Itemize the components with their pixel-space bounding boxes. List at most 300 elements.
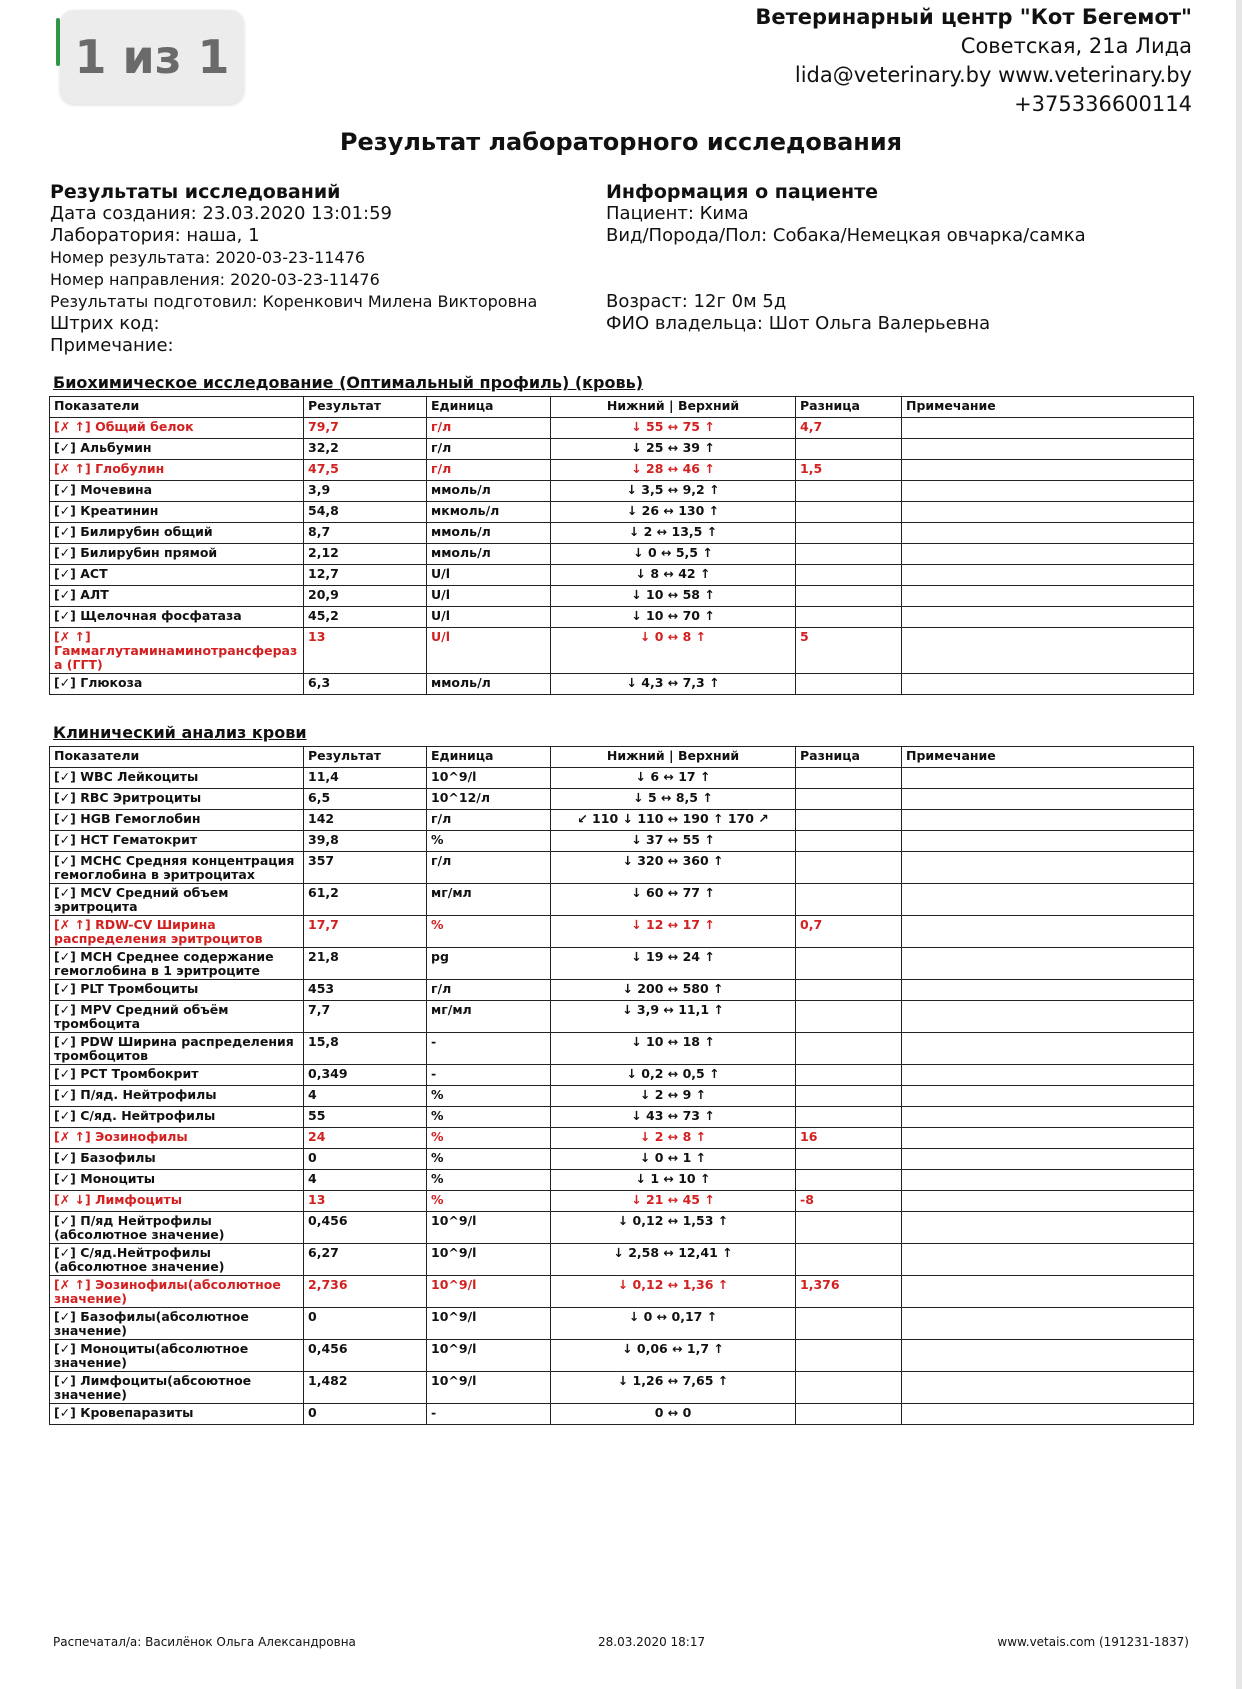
indicator-name: [✓] MPV Средний объём тромбоцита bbox=[50, 1001, 304, 1033]
difference bbox=[796, 1001, 902, 1033]
indicator-name: [✗ ↑] RDW-CV Ширина распределения эритроцитов bbox=[50, 916, 304, 948]
table-row bbox=[50, 789, 1194, 810]
note bbox=[902, 481, 1194, 502]
table-row bbox=[50, 418, 1194, 439]
cbc-table bbox=[49, 746, 1194, 1425]
result-value: 7,7 bbox=[304, 1001, 427, 1033]
table-row bbox=[50, 1149, 1194, 1170]
difference: 16 bbox=[796, 1128, 902, 1149]
table-row bbox=[50, 544, 1194, 565]
col-header-name: Показатели bbox=[50, 747, 304, 768]
difference bbox=[796, 1340, 902, 1372]
note bbox=[902, 1244, 1194, 1276]
reference-range: ↓ 37 ↔ 55 ↑ bbox=[551, 831, 796, 852]
note bbox=[902, 607, 1194, 628]
unit: 10^9/l bbox=[427, 1276, 551, 1308]
result-value: 4 bbox=[304, 1086, 427, 1107]
unit: 10^12/л bbox=[427, 789, 551, 810]
reference-range: ↓ 2 ↔ 9 ↑ bbox=[551, 1086, 796, 1107]
footer-printed-at: 28.03.2020 18:17 bbox=[598, 1635, 706, 1649]
referral-number: Номер направления: 2020-03-23-11476 bbox=[50, 270, 380, 289]
reference-range: ↓ 2,58 ↔ 12,41 ↑ bbox=[551, 1244, 796, 1276]
unit: 10^9/l bbox=[427, 1372, 551, 1404]
indicator-name: [✗ ↑] Эозинофилы bbox=[50, 1128, 304, 1149]
col-header-result: Результат bbox=[304, 747, 427, 768]
note bbox=[902, 502, 1194, 523]
note: Примечание: bbox=[50, 335, 174, 356]
table-row bbox=[50, 565, 1194, 586]
note bbox=[902, 1149, 1194, 1170]
page-counter: 1 из 1 bbox=[60, 10, 244, 104]
unit: мкмоль/л bbox=[427, 502, 551, 523]
difference bbox=[796, 831, 902, 852]
unit: 10^9/l bbox=[427, 1340, 551, 1372]
table-row bbox=[50, 1308, 1194, 1340]
result-value: 0,456 bbox=[304, 1340, 427, 1372]
clinic-phone: +375336600114 bbox=[1014, 92, 1192, 116]
difference bbox=[796, 1170, 902, 1191]
biochem-title: Биохимическое исследование (Оптимальный профиль) (кровь) bbox=[53, 373, 644, 392]
unit: ммоль/л bbox=[427, 523, 551, 544]
reference-range: ↓ 26 ↔ 130 ↑ bbox=[551, 502, 796, 523]
note bbox=[902, 1107, 1194, 1128]
result-value: 32,2 bbox=[304, 439, 427, 460]
difference bbox=[796, 1086, 902, 1107]
table-row bbox=[50, 607, 1194, 628]
report-title: Результат лабораторного исследования bbox=[339, 128, 903, 156]
note bbox=[902, 1308, 1194, 1340]
unit: - bbox=[427, 1033, 551, 1065]
table-row bbox=[50, 439, 1194, 460]
difference: 1,5 bbox=[796, 460, 902, 481]
table-row bbox=[50, 481, 1194, 502]
indicator-name: [✗ ↑] Общий белок bbox=[50, 418, 304, 439]
note bbox=[902, 544, 1194, 565]
clinic-name: Ветеринарный центр "Кот Бегемот" bbox=[755, 5, 1192, 29]
reference-range: ↓ 28 ↔ 46 ↑ bbox=[551, 460, 796, 481]
indicator-name: [✓] Глюкоза bbox=[50, 674, 304, 695]
page-edge bbox=[1236, 0, 1242, 1689]
result-value: 357 bbox=[304, 852, 427, 884]
unit: U/l bbox=[427, 565, 551, 586]
note bbox=[902, 1128, 1194, 1149]
result-value: 24 bbox=[304, 1128, 427, 1149]
reference-range: ↓ 3,5 ↔ 9,2 ↑ bbox=[551, 481, 796, 502]
table-row bbox=[50, 1065, 1194, 1086]
note bbox=[902, 1276, 1194, 1308]
result-value: 47,5 bbox=[304, 460, 427, 481]
indicator-name: [✓] MCHC Средняя концентрация гемоглобина в эритроцитах bbox=[50, 852, 304, 884]
reference-range: ↓ 10 ↔ 18 ↑ bbox=[551, 1033, 796, 1065]
difference bbox=[796, 481, 902, 502]
result-value: 6,27 bbox=[304, 1244, 427, 1276]
unit: U/l bbox=[427, 586, 551, 607]
unit: U/l bbox=[427, 607, 551, 628]
result-value: 20,9 bbox=[304, 586, 427, 607]
biochem-header-row bbox=[50, 397, 1194, 418]
indicator-name: [✓] Базофилы bbox=[50, 1149, 304, 1170]
table-row bbox=[50, 884, 1194, 916]
reference-range: ↓ 3,9 ↔ 11,1 ↑ bbox=[551, 1001, 796, 1033]
reference-range: ↓ 10 ↔ 58 ↑ bbox=[551, 586, 796, 607]
indicator-name: [✗ ↓] Лимфоциты bbox=[50, 1191, 304, 1212]
difference: 0,7 bbox=[796, 916, 902, 948]
result-value: 39,8 bbox=[304, 831, 427, 852]
unit: % bbox=[427, 916, 551, 948]
note bbox=[902, 884, 1194, 916]
unit: 10^9/l bbox=[427, 1308, 551, 1340]
unit: г/л bbox=[427, 418, 551, 439]
result-value: 79,7 bbox=[304, 418, 427, 439]
difference bbox=[796, 948, 902, 980]
table-row bbox=[50, 1191, 1194, 1212]
table-row bbox=[50, 768, 1194, 789]
note bbox=[902, 980, 1194, 1001]
unit: % bbox=[427, 1170, 551, 1191]
difference bbox=[796, 1372, 902, 1404]
table-row bbox=[50, 831, 1194, 852]
footer-source: www.vetais.com (191231-1837) bbox=[997, 1635, 1189, 1649]
clinic-address: Советская, 21а Лида bbox=[960, 34, 1192, 58]
reference-range: ↓ 0,12 ↔ 1,53 ↑ bbox=[551, 1212, 796, 1244]
table-row bbox=[50, 1001, 1194, 1033]
indicator-name: [✓] PCT Тромбокрит bbox=[50, 1065, 304, 1086]
unit: - bbox=[427, 1404, 551, 1425]
reference-range: ↓ 200 ↔ 580 ↑ bbox=[551, 980, 796, 1001]
col-header-diff: Разница bbox=[796, 747, 902, 768]
result-value: 17,7 bbox=[304, 916, 427, 948]
result-value: 8,7 bbox=[304, 523, 427, 544]
table-row bbox=[50, 852, 1194, 884]
patient-heading: Информация о пациенте bbox=[606, 181, 879, 203]
table-row bbox=[50, 948, 1194, 980]
note bbox=[902, 852, 1194, 884]
clinic-header bbox=[755, 2, 1192, 119]
unit: U/l bbox=[427, 628, 551, 674]
reference-range: ↓ 0 ↔ 5,5 ↑ bbox=[551, 544, 796, 565]
difference bbox=[796, 544, 902, 565]
note bbox=[902, 1372, 1194, 1404]
result-value: 11,4 bbox=[304, 768, 427, 789]
indicator-name: [✓] Билирубин прямой bbox=[50, 544, 304, 565]
result-value: 142 bbox=[304, 810, 427, 831]
unit: ммоль/л bbox=[427, 544, 551, 565]
note bbox=[902, 460, 1194, 481]
indicator-name: [✓] П/яд Нейтрофилы (абсолютное значение) bbox=[50, 1212, 304, 1244]
unit: г/л bbox=[427, 810, 551, 831]
result-value: 0 bbox=[304, 1404, 427, 1425]
reference-range: ↓ 0 ↔ 1 ↑ bbox=[551, 1149, 796, 1170]
note bbox=[902, 565, 1194, 586]
note bbox=[902, 1001, 1194, 1033]
result-value: 0,349 bbox=[304, 1065, 427, 1086]
reference-range: ↓ 19 ↔ 24 ↑ bbox=[551, 948, 796, 980]
indicator-name: [✓] АСТ bbox=[50, 565, 304, 586]
result-value: 453 bbox=[304, 980, 427, 1001]
reference-range: ↓ 2 ↔ 8 ↑ bbox=[551, 1128, 796, 1149]
note bbox=[902, 916, 1194, 948]
clinic-contacts: lida@veterinary.by www.veterinary.by bbox=[794, 63, 1192, 87]
unit: pg bbox=[427, 948, 551, 980]
difference bbox=[796, 1212, 902, 1244]
unit: г/л bbox=[427, 460, 551, 481]
indicator-name: [✓] Щелочная фосфатаза bbox=[50, 607, 304, 628]
reference-range: ↓ 60 ↔ 77 ↑ bbox=[551, 884, 796, 916]
col-header-name: Показатели bbox=[50, 397, 304, 418]
difference bbox=[796, 1244, 902, 1276]
patient-species: Вид/Порода/Пол: Собака/Немецкая овчарка/самка bbox=[606, 225, 1086, 246]
note bbox=[902, 439, 1194, 460]
table-row bbox=[50, 1107, 1194, 1128]
reference-range: ↓ 10 ↔ 70 ↑ bbox=[551, 607, 796, 628]
result-value: 2,736 bbox=[304, 1276, 427, 1308]
col-header-unit: Единица bbox=[427, 747, 551, 768]
indicator-name: [✓] Альбумин bbox=[50, 439, 304, 460]
unit: % bbox=[427, 1149, 551, 1170]
unit: % bbox=[427, 1191, 551, 1212]
note bbox=[902, 1340, 1194, 1372]
reference-range: ↓ 1,26 ↔ 7,65 ↑ bbox=[551, 1372, 796, 1404]
difference bbox=[796, 980, 902, 1001]
difference bbox=[796, 1308, 902, 1340]
unit: г/л bbox=[427, 980, 551, 1001]
indicator-name: [✓] PLT Тромбоциты bbox=[50, 980, 304, 1001]
difference bbox=[796, 607, 902, 628]
table-row bbox=[50, 810, 1194, 831]
note bbox=[902, 1404, 1194, 1425]
difference bbox=[796, 565, 902, 586]
indicator-name: [✗ ↑] Глобулин bbox=[50, 460, 304, 481]
results-heading: Результаты исследований bbox=[50, 181, 341, 203]
note bbox=[902, 1170, 1194, 1191]
result-value: 21,8 bbox=[304, 948, 427, 980]
reference-range: ↓ 4,3 ↔ 7,3 ↑ bbox=[551, 674, 796, 695]
col-header-result: Результат bbox=[304, 397, 427, 418]
note bbox=[902, 1086, 1194, 1107]
patient-age: Возраст: 12г 0м 5д bbox=[606, 291, 787, 312]
result-value: 6,5 bbox=[304, 789, 427, 810]
col-header-note: Примечание bbox=[902, 397, 1194, 418]
indicator-name: [✓] Лимфоциты(абсоютное значение) bbox=[50, 1372, 304, 1404]
note bbox=[902, 1191, 1194, 1212]
unit: ммоль/л bbox=[427, 674, 551, 695]
result-value: 6,3 bbox=[304, 674, 427, 695]
result-value: 0 bbox=[304, 1149, 427, 1170]
result-value: 55 bbox=[304, 1107, 427, 1128]
reference-range: ↓ 0,06 ↔ 1,7 ↑ bbox=[551, 1340, 796, 1372]
reference-range: ↓ 6 ↔ 17 ↑ bbox=[551, 768, 796, 789]
result-value: 54,8 bbox=[304, 502, 427, 523]
table-row bbox=[50, 1276, 1194, 1308]
difference bbox=[796, 852, 902, 884]
difference bbox=[796, 586, 902, 607]
difference bbox=[796, 810, 902, 831]
indicator-name: [✓] С/яд. Нейтрофилы bbox=[50, 1107, 304, 1128]
reference-range: ↓ 8 ↔ 42 ↑ bbox=[551, 565, 796, 586]
difference bbox=[796, 1065, 902, 1086]
difference bbox=[796, 1033, 902, 1065]
indicator-name: [✓] Билирубин общий bbox=[50, 523, 304, 544]
indicator-name: [✓] Креатинин bbox=[50, 502, 304, 523]
result-value: 15,8 bbox=[304, 1033, 427, 1065]
unit: - bbox=[427, 1065, 551, 1086]
note bbox=[902, 810, 1194, 831]
indicator-name: [✓] П/яд. Нейтрофилы bbox=[50, 1086, 304, 1107]
difference bbox=[796, 674, 902, 695]
difference bbox=[796, 768, 902, 789]
result-value: 4 bbox=[304, 1170, 427, 1191]
unit: 10^9/l bbox=[427, 1244, 551, 1276]
reference-range: ↓ 0 ↔ 8 ↑ bbox=[551, 628, 796, 674]
reference-range: ↓ 5 ↔ 8,5 ↑ bbox=[551, 789, 796, 810]
difference: 1,376 bbox=[796, 1276, 902, 1308]
note bbox=[902, 831, 1194, 852]
table-row bbox=[50, 1086, 1194, 1107]
result-value: 13 bbox=[304, 1191, 427, 1212]
reference-range: ↓ 1 ↔ 10 ↑ bbox=[551, 1170, 796, 1191]
unit: г/л bbox=[427, 852, 551, 884]
indicator-name: [✓] НСТ Гематокрит bbox=[50, 831, 304, 852]
table-row bbox=[50, 523, 1194, 544]
indicator-name: [✓] Моноциты bbox=[50, 1170, 304, 1191]
laboratory: Лаборатория: наша, 1 bbox=[50, 225, 260, 246]
result-value: 2,12 bbox=[304, 544, 427, 565]
table-row bbox=[50, 1128, 1194, 1149]
result-value: 45,2 bbox=[304, 607, 427, 628]
reference-range: ↓ 2 ↔ 13,5 ↑ bbox=[551, 523, 796, 544]
indicator-name: [✗ ↑] Эозинофилы(абсолютное значение) bbox=[50, 1276, 304, 1308]
created-date: Дата создания: 23.03.2020 13:01:59 bbox=[50, 203, 392, 224]
indicator-name: [✓] HGB Гемоглобин bbox=[50, 810, 304, 831]
unit: г/л bbox=[427, 439, 551, 460]
result-number: Номер результата: 2020-03-23-11476 bbox=[50, 248, 365, 267]
table-row bbox=[50, 674, 1194, 695]
reference-range: ↓ 12 ↔ 17 ↑ bbox=[551, 916, 796, 948]
result-value: 0,456 bbox=[304, 1212, 427, 1244]
table-row bbox=[50, 1033, 1194, 1065]
difference bbox=[796, 1404, 902, 1425]
difference bbox=[796, 1107, 902, 1128]
footer-printed-by: Распечатал/а: Василёнок Ольга Александровна bbox=[53, 1635, 356, 1649]
reference-range: ↓ 320 ↔ 360 ↑ bbox=[551, 852, 796, 884]
table-row bbox=[50, 980, 1194, 1001]
indicator-name: [✓] Базофилы(абсолютное значение) bbox=[50, 1308, 304, 1340]
reference-range: ↙ 110 ↓ 110 ↔ 190 ↑ 170 ↗ bbox=[551, 810, 796, 831]
indicator-name: [✓] С/яд.Нейтрофилы (абсолютное значение) bbox=[50, 1244, 304, 1276]
patient-info bbox=[606, 181, 1206, 335]
reference-range: ↓ 0 ↔ 0,17 ↑ bbox=[551, 1308, 796, 1340]
indicator-name: [✓] АЛТ bbox=[50, 586, 304, 607]
table-row bbox=[50, 1340, 1194, 1372]
reference-range: ↓ 43 ↔ 73 ↑ bbox=[551, 1107, 796, 1128]
difference: -8 bbox=[796, 1191, 902, 1212]
unit: ммоль/л bbox=[427, 481, 551, 502]
reference-range: ↓ 21 ↔ 45 ↑ bbox=[551, 1191, 796, 1212]
table-row bbox=[50, 1170, 1194, 1191]
difference bbox=[796, 789, 902, 810]
difference bbox=[796, 1149, 902, 1170]
indicator-name: [✓] WBC Лейкоциты bbox=[50, 768, 304, 789]
col-header-note: Примечание bbox=[902, 747, 1194, 768]
result-value: 13 bbox=[304, 628, 427, 674]
note bbox=[902, 768, 1194, 789]
table-row bbox=[50, 1212, 1194, 1244]
note bbox=[902, 1033, 1194, 1065]
result-value: 3,9 bbox=[304, 481, 427, 502]
difference bbox=[796, 502, 902, 523]
unit: мг/мл bbox=[427, 1001, 551, 1033]
indicator-name: [✓] Кровепаразиты bbox=[50, 1404, 304, 1425]
difference bbox=[796, 523, 902, 544]
table-row bbox=[50, 1372, 1194, 1404]
note bbox=[902, 948, 1194, 980]
indicator-name: [✗ ↑] Гаммаглутаминаминотрансфераза (ГГТ) bbox=[50, 628, 304, 674]
reference-range: ↓ 0,2 ↔ 0,5 ↑ bbox=[551, 1065, 796, 1086]
note bbox=[902, 674, 1194, 695]
note bbox=[902, 1212, 1194, 1244]
table-row bbox=[50, 586, 1194, 607]
indicator-name: [✓] Мочевина bbox=[50, 481, 304, 502]
barcode: Штрих код: bbox=[50, 313, 160, 334]
note bbox=[902, 586, 1194, 607]
difference: 5 bbox=[796, 628, 902, 674]
result-value: 12,7 bbox=[304, 565, 427, 586]
indicator-name: [✓] MCV Средний объем эритроцита bbox=[50, 884, 304, 916]
patient-name: Пациент: Кима bbox=[606, 203, 749, 224]
indicator-name: [✓] Моноциты(абсолютное значение) bbox=[50, 1340, 304, 1372]
unit: % bbox=[427, 1128, 551, 1149]
result-value: 1,482 bbox=[304, 1372, 427, 1404]
unit: 10^9/l bbox=[427, 768, 551, 789]
unit: % bbox=[427, 831, 551, 852]
indicator-name: [✓] MCH Среднее содержание гемоглобина в 1 эритроците bbox=[50, 948, 304, 980]
note bbox=[902, 628, 1194, 674]
table-row bbox=[50, 1244, 1194, 1276]
owner-name: ФИО владельца: Шот Ольга Валерьевна bbox=[606, 313, 991, 334]
table-row bbox=[50, 628, 1194, 674]
unit: 10^9/l bbox=[427, 1212, 551, 1244]
results-info bbox=[50, 181, 610, 357]
difference bbox=[796, 439, 902, 460]
unit: % bbox=[427, 1107, 551, 1128]
cbc-title: Клинический анализ крови bbox=[53, 723, 307, 742]
table-row bbox=[50, 460, 1194, 481]
col-header-unit: Единица bbox=[427, 397, 551, 418]
difference: 4,7 bbox=[796, 418, 902, 439]
note bbox=[902, 789, 1194, 810]
indicator-name: [✓] RBC Эритроциты bbox=[50, 789, 304, 810]
result-value: 61,2 bbox=[304, 884, 427, 916]
unit: мг/мл bbox=[427, 884, 551, 916]
table-row bbox=[50, 916, 1194, 948]
reference-range: ↓ 55 ↔ 75 ↑ bbox=[551, 418, 796, 439]
biochem-table bbox=[49, 396, 1194, 695]
col-header-diff: Разница bbox=[796, 397, 902, 418]
result-value: 0 bbox=[304, 1308, 427, 1340]
difference bbox=[796, 884, 902, 916]
cbc-header-row bbox=[50, 747, 1194, 768]
table-row bbox=[50, 1404, 1194, 1425]
unit: % bbox=[427, 1086, 551, 1107]
note bbox=[902, 523, 1194, 544]
reference-range: 0 ↔ 0 bbox=[551, 1404, 796, 1425]
note bbox=[902, 418, 1194, 439]
reference-range: ↓ 0,12 ↔ 1,36 ↑ bbox=[551, 1276, 796, 1308]
note bbox=[902, 1065, 1194, 1086]
col-header-range: Нижний | Верхний bbox=[551, 747, 796, 768]
col-header-range: Нижний | Верхний bbox=[551, 397, 796, 418]
reference-range: ↓ 25 ↔ 39 ↑ bbox=[551, 439, 796, 460]
